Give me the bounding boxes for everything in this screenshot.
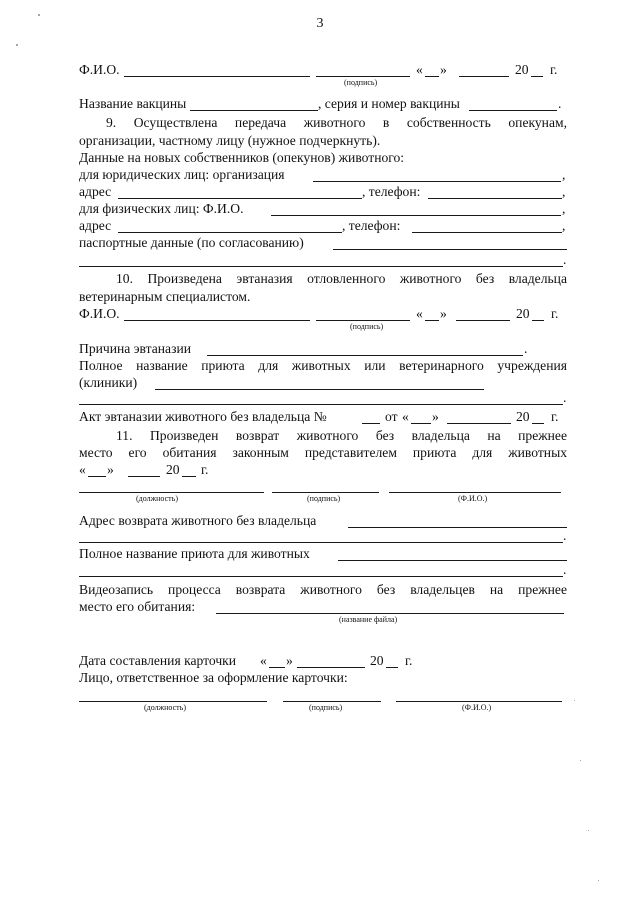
legal-phone-comma: , bbox=[562, 184, 566, 199]
legal-address-label: адрес bbox=[79, 184, 112, 199]
vet-signature-line[interactable] bbox=[316, 320, 410, 321]
physical-comma: , bbox=[562, 201, 566, 216]
act-year-suffix: г. bbox=[551, 409, 559, 424]
sec10-line1: 10. Произведена эвтаназия отловленного животного без владельца bbox=[116, 271, 567, 286]
physical-phone-line[interactable] bbox=[412, 232, 562, 233]
return-position-caption: (должность) bbox=[136, 494, 178, 503]
passport-label: паспортные данные (по согласованию) bbox=[79, 235, 304, 250]
reason-dot: . bbox=[524, 341, 528, 356]
card-year-prefix: 20 bbox=[370, 653, 384, 668]
physical-phone-label: , телефон: bbox=[342, 218, 401, 233]
sec10-shelter-line2: (клиники) bbox=[79, 375, 138, 390]
scan-speck bbox=[38, 14, 40, 16]
act-quote-open: « bbox=[402, 409, 409, 424]
sec11-line2: место его обитания законным представителем приюта для животных bbox=[79, 445, 567, 460]
act-year-line[interactable] bbox=[532, 423, 544, 424]
return-fio-caption: (Ф.И.О.) bbox=[458, 494, 488, 503]
act-year-prefix: 20 bbox=[516, 409, 530, 424]
act-number-line[interactable] bbox=[362, 423, 380, 424]
return-fio-line[interactable] bbox=[389, 492, 561, 493]
responsible-position-line[interactable] bbox=[79, 701, 267, 702]
return-address-dot: . bbox=[563, 528, 567, 543]
signature-caption: (подпись) bbox=[344, 78, 378, 87]
physical-phone-comma: , bbox=[562, 218, 566, 233]
sec9-line3: Данные на новых собственников (опекунов) животного: bbox=[79, 150, 405, 165]
video-line2: место его обитания: bbox=[79, 599, 196, 614]
return-day-line[interactable] bbox=[88, 476, 106, 477]
vet-month-line[interactable] bbox=[456, 320, 510, 321]
card-quote-close: » bbox=[286, 653, 293, 668]
page-number: 3 bbox=[316, 16, 324, 31]
responsible-label: Лицо, ответственное за оформление карточки: bbox=[79, 670, 348, 685]
shelter-dot: . bbox=[563, 390, 567, 405]
return-year-prefix: 20 bbox=[166, 462, 180, 477]
vet-quote-close: » bbox=[440, 306, 447, 321]
quote-open: « bbox=[416, 62, 423, 77]
vet-year-suffix: г. bbox=[551, 306, 559, 321]
scan-speck bbox=[580, 760, 581, 761]
month-line[interactable] bbox=[459, 76, 509, 77]
responsible-signature-line[interactable] bbox=[283, 701, 381, 702]
vaccine-series-label: , серия и номер вакцины bbox=[318, 96, 460, 111]
card-year-suffix: г. bbox=[405, 653, 413, 668]
card-year-line[interactable] bbox=[386, 667, 398, 668]
year-suffix: г. bbox=[550, 62, 558, 77]
physical-person-label: для физических лиц: Ф.И.О. bbox=[79, 201, 244, 216]
shelter-name-line[interactable] bbox=[155, 389, 484, 390]
vaccine-name-label: Название вакцины bbox=[79, 96, 187, 111]
vet-fio-label: Ф.И.О. bbox=[79, 306, 120, 321]
vaccine-dot: . bbox=[558, 96, 562, 111]
return-signature-line[interactable] bbox=[272, 492, 379, 493]
video-file-line[interactable] bbox=[216, 613, 564, 614]
year-prefix: 20 bbox=[515, 62, 529, 77]
scan-speck bbox=[16, 44, 18, 46]
responsible-signature-caption: (подпись) bbox=[309, 703, 343, 712]
responsible-position-caption: (должность) bbox=[144, 703, 186, 712]
return-shelter-dot: . bbox=[563, 562, 567, 577]
card-quote-open: « bbox=[260, 653, 267, 668]
euthanasia-reason-label: Причина эвтаназии bbox=[79, 341, 191, 356]
legal-phone-label: , телефон: bbox=[362, 184, 421, 199]
return-address-label: Адрес возврата животного без владельца bbox=[79, 513, 317, 528]
passport-line[interactable] bbox=[333, 249, 567, 250]
vet-quote-open: « bbox=[416, 306, 423, 321]
return-shelter-label: Полное название приюта для животных bbox=[79, 546, 310, 561]
physical-address-label: адрес bbox=[79, 218, 112, 233]
passport-line-2[interactable] bbox=[79, 266, 563, 267]
sec10-line2: ветеринарным специалистом. bbox=[79, 289, 251, 304]
act-month-line[interactable] bbox=[447, 423, 511, 424]
responsible-fio-caption: (Ф.И.О.) bbox=[462, 703, 492, 712]
return-shelter-line-2[interactable] bbox=[79, 576, 563, 577]
vet-signature-caption: (подпись) bbox=[350, 322, 384, 331]
physical-fio-line[interactable] bbox=[271, 215, 561, 216]
return-position-line[interactable] bbox=[79, 492, 264, 493]
return-shelter-line[interactable] bbox=[338, 560, 567, 561]
video-file-caption: (название файла) bbox=[339, 615, 398, 624]
sec9-line2: организации, частному лицу (нужное подчеркнуть). bbox=[79, 133, 381, 148]
return-signature-caption: (подпись) bbox=[307, 494, 341, 503]
vet-year-line[interactable] bbox=[532, 320, 544, 321]
signature-line[interactable] bbox=[316, 76, 410, 77]
euthanasia-reason-line[interactable] bbox=[207, 355, 523, 356]
fio-line[interactable] bbox=[124, 76, 310, 77]
vet-day-line[interactable] bbox=[425, 320, 439, 321]
responsible-fio-line[interactable] bbox=[396, 701, 562, 702]
vaccine-name-line[interactable] bbox=[190, 110, 318, 111]
scan-speck bbox=[598, 880, 599, 881]
day-line[interactable] bbox=[425, 76, 439, 77]
scan-speck bbox=[574, 700, 575, 701]
legal-phone-line[interactable] bbox=[428, 198, 562, 199]
vet-year-prefix: 20 bbox=[516, 306, 530, 321]
act-quote-close: » bbox=[432, 409, 439, 424]
act-from-label: от bbox=[385, 409, 398, 424]
return-year-line[interactable] bbox=[182, 476, 196, 477]
fio-label: Ф.И.О. bbox=[79, 62, 120, 77]
sec11-line1: 11. Произведен возврат животного без владельца на прежнее bbox=[116, 428, 567, 443]
return-year-suffix: г. bbox=[201, 462, 209, 477]
card-day-line[interactable] bbox=[269, 667, 285, 668]
organization-line[interactable] bbox=[313, 181, 561, 182]
vaccine-series-line[interactable] bbox=[469, 110, 557, 111]
scan-speck bbox=[588, 830, 589, 831]
return-quote-open: « bbox=[79, 462, 86, 477]
return-quote-close: » bbox=[107, 462, 114, 477]
return-month-line[interactable] bbox=[128, 476, 160, 477]
video-line1: Видеозапись процесса возврата животного без владельцев на прежнее bbox=[79, 582, 567, 597]
legal-address-line[interactable] bbox=[118, 198, 362, 199]
return-address-line[interactable] bbox=[348, 527, 567, 528]
legal-comma: , bbox=[562, 167, 566, 182]
card-date-label: Дата составления карточки bbox=[79, 653, 237, 668]
return-address-line-2[interactable] bbox=[79, 542, 563, 543]
sec9-line1: 9. Осуществлена передача животного в собственность опекунам, bbox=[106, 115, 567, 130]
year-line[interactable] bbox=[531, 76, 543, 77]
card-month-line[interactable] bbox=[297, 667, 365, 668]
sec10-shelter-line1: Полное название приюта для животных или ветеринарного учреждения bbox=[79, 358, 567, 373]
passport-dot: . bbox=[563, 252, 567, 267]
act-day-line[interactable] bbox=[411, 423, 431, 424]
euthanasia-act-label: Акт эвтаназии животного без владельца № bbox=[79, 409, 327, 424]
physical-address-line[interactable] bbox=[118, 232, 342, 233]
quote-close: » bbox=[440, 62, 447, 77]
shelter-name-line-2[interactable] bbox=[79, 404, 563, 405]
legal-entity-label: для юридических лиц: организация bbox=[79, 167, 285, 182]
vet-fio-line[interactable] bbox=[124, 320, 310, 321]
